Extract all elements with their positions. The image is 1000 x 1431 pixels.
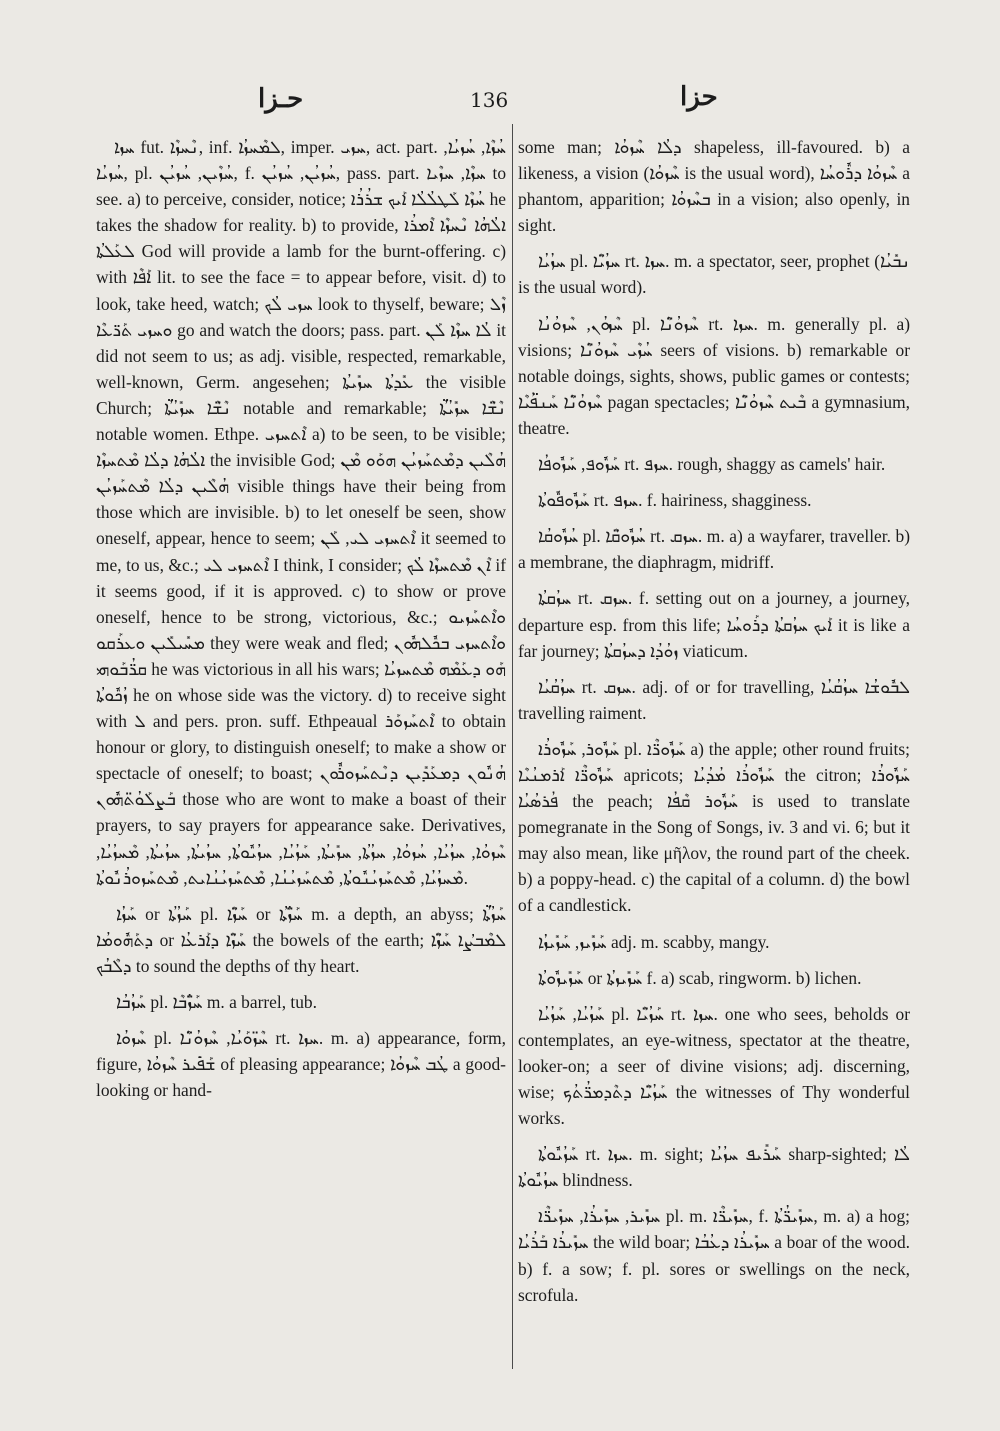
entry-hzira: ܚܙܺܝܪ, ܚܙܺܝܪܳܐ, ܚܙܺܝܪ̈ܶܐ pl. m. ܚܙܺܝܪ̈ܶܐ, f. ܚܙܺܝܪ̈ܳܬܳܐ, m. a) a hog; ܚܙܺܝܪܳܐ ܒܰܪܳܝܳܐ the wild boar; ܚܙܺܝܪܳܐ ܕܥܳܒܳܐ a boar of the wood. b) f. a sow; f. pl. sores or swellings on the neck, scrofula.: [518, 1206, 911, 1305]
right-column: [518, 134, 910, 1318]
entry-hzaya: ܚܙܳܝܳܐ pl. ܚܙܳܝ̈ܶܐ rt. ܚܙܐ. m. a spectator, seer, prophet (ܢܒܺܝܳܐ is the usual word).: [518, 251, 911, 298]
page-header: [0, 78, 1000, 118]
entry-hzaqaya: ܚܙܳܩܳܝܳܐ rt. ܚܙܩ. adj. of or for travelling, ܠܒܽܘܫܳܐ ܚܙܳܩܳܝܳܐ travelling raiment.: [518, 676, 910, 723]
entry-hazuqa: ܚܳܙܽܘܩܳܐ pl. ܚܳܙܽܘܩ̈ܶܐ rt. ܚܙܩ. m. a) a wayfarer, traveller. b) a membrane, the diaphragm, midriff.: [518, 526, 911, 573]
column-divider: [512, 124, 513, 1369]
entry-hezwa: ܚܶܙܘܳܐ pl. ܚܶܙ̈ܘܰܝܳܐ, ܚܶܙܘܳܢ̈ܶܐ rt. ܚܙܐ. m. a) appearance, form, figure, ܫܰܦܺܝܪ ܚܶܙܘܳܐ of pleasing appearance; ܛܳܒ ܚܶܙܘܳܐ a good-looking or hand-: [96, 1028, 507, 1101]
entry-hezwan: ܚܶܙܘܳܢ, ܚܶܙܘܳܢܳܐ pl. ܚܶܙܘܳܢ̈ܶܐ rt. ܚܙܐ. m. generally pl. a) visions; ܚܳܙܶܝ ܚܶܙܘܳܢ̈ܶܐ seers of visions. b) remarkable or notable doings, sights, shows, public games or contests; ܚܶܙܘܳܢ̈ܶܐ ܚܰܢܦ̈ܳܝܶܐ pagan spectacles; ܒܶܝܬ ܚܶܙܘܳܢ̈ܶܐ a gymnasium, theatre.: [518, 313, 911, 438]
running-head-left: حـﺰﺍ: [258, 84, 304, 113]
page-number: 136: [470, 88, 509, 112]
entry-hazur: ܚܰܙܽܘܪ, ܚܰܙܽܘܪܳܐ pl. ܚܰܙܽܘܪ̈ܶܐ a) the apple; other round fruits; ܚܰܙܽܘܪ̈ܶܐ ܐܰܪܡܢܳܝܶܐ apricots; ܚܰܙܽܘܪܳܐ ܡܳܕܳܝܳܐ the citron; ܚܰܙܽܘܪܳܐ ܦܳܪܣܳܝܳܐ the peach; ܚܰܙܽܘܪ ܩܶܦܳܐ is used to translate pomegranate in the Song of Songs, iv. 3 and vi. 6; but it may also mean, like μῆλον, the round part of the cheek. b) a poppy-head. c) the capital of a column. d) the bowl of a candlestick.: [518, 738, 910, 916]
entry-hazaya: ܚܰܙܳܝܳܐ, ܚܰܙܳܝܳܐ pl. ܚܰܙܳܝ̈ܶܐ rt. ܚܙܐ. one who sees, beholds or contemplates, an eye-witness, spectator at the theatre, looker-on; a seer of divine visions; adj. discerning, wise; ܚܰܙܳܝ̈ܶܐ ܕܬܶܕܡܪ̈ܳܬܳܟ the witnesses of Thy wonderful works.: [518, 1003, 911, 1129]
entry-hazayuta: ܚܰܙܳܝܽܘܬܳܐ rt. ܚܙܐ. m. sight; ܚܰܪܺܝܦ ܚܙܳܝܳܐ sharp-sighted; ܠܳܐ ܚܙܳܝܽܘܬܳܐ blindness.: [518, 1144, 910, 1191]
entry-hza: ܚܙܐ fut. ܢܶܚܙܶܐ, inf. ܠܡܶܚܙܳܐ, imper. ܚܙܝ, act. part. ܚܳܙܶܐ, ܚܳܙܝܳܐ, ܚܳܙܝܳܐ, pl. ܚܳܙܶܝܢ, ܚܳܙܝܳܢ, f. ܚܳܙܝܳܢ, ܚܳܙܝܳܢ, pass. part. ܚܙܶܐ, ܚܙܶܝܐ to see. a) to perceive, consider, notice; ܚܳܙܶܐ ܠܰܛܠܳܠܳܐ ܐܰܝܟ ܫܪܳܪܳܐ he takes the shadow for reality. b) to provide, ܐܠܳܗܳܐ ܢܶܚܙܶܐ ܐܶܡܪܳܐ ܠܥܰܠܬܳܐ God will provide a lamb for the burnt-offering. c) with ܐܰܦܶܐ lit. to see the face = to appear before, visit. d) to look, take heed, watch; ܚܙܝ ܠܳܟ look to thyself, beware; ܙܶܠ ܘܚܙܝ ܬܰܪ̈ܥܶܐ go and watch the doors; pass. part. ܠܳܐ ܚܙܶܐ ܠܰܢ it did not seem to us; as adj. visible, respected, remarkable, well-known, Germ. angesehen; ܥܺܕܬܳܐ ܚܙܺܝܬܳܐ the visible Church; ܢܶܫ̈ܶܐ ܚܙܺܝܳܬ̈ܳܐ notable and remarkable; ܢܶܫ̈ܶܐ ܚܙܺܝܳܬ̈ܳܐ notable women. Ethpe. ܐܶܬܚܙܝ a) to be seen, to be visible; ܐܠܳܗܳܐ ܕܠܳܐ ܡܶܬܚܙܶܐ the invisible God; ܗܳܠܶܝܢ ܕܡܶܬܚܰܙܝܳܢ ܗܘܰܘ ܡܶܢ ܗܳܠܶܝܢ ܕܠܳܐ ܡܶܬܚܰܙܝܳܢ visible things have their being from those which are invisible. b) to let oneself be seen, show oneself, appear, hence to seem; ܐܶܬܚܙܝ ܠܝ, ܠܰܢ it seemed to me, to us, &c.; ܐܶܬܚܙܝ ܠܝ I think, I consider; ܐܶܢ ܡܶܬܚܙܶܐ ܠܳܟ if it seems good, if it is approved. c) to show or prove oneself, hence to be strong, victorious, &c.; ܘܐܶܬܚܰܙܝܘ ܡܚܺܝܠܺܝܢ ܘܥܪܰܩܘ they were weak and fled; ܘܐܶܬܚܙܝ ܒܟܽܠܗܽܘܢ ܩܪ̈ܳܒܰܘܗܝ he was victorious in all his wars; ܗܰܘ ܕܥܰܡܶܗ ܡܶܬܚܙܝܳܐ ܙܳܟܽܘܬܳܐ he on whose side was the victory. d) to receive sight with ܠ and pers. pron. suff. Ethpeaual ܐܶܬܚܰܙܘܰܪ to obtain honour or glory, to distinguish oneself; to make a show or spectacle of oneself; to boast; ܗܳܢܽܘܢ ܕܡܥܰܕܺܝܢ ܕܢܶܬܚܰܙܘܪܽܘܢ ܒܰܨܠܰܘܳܬ̈ܗܽܘܢ those who are wont to make a boast of their prayers, to say prayers for appearance sake. Derivatives, ܚܶܙܘܳܐ, ܚܙܳܝܳܐ, ܚܳܙܘܳܐ, ܚܙܳܬܳܐ, ܚܙܺܝܬܳܐ, ܚܰܙܳܝܳܐ, ܚܙܳܝܽܘܬܳܐ, ܚܙܳܝܬܳܐ, ܚܙܳܝܬܳܐ, ܡܶܚܙܳܝܳܐ, ܡܶܚܙܳܝܳܐ, ܡܶܬܚܰܙܝܳܢܽܘܬܳܐ, ܡܶܬܚܰܙܝܳܢܳܐ, ܡܶܬܚܰܙܝܳܢܳܐܝܬ, ܡܶܬܚܰܙܘܪܳܢܽܘܬܳܐ.: [96, 137, 507, 888]
entry-hazaba: ܚܰܙܳܒܳܐ pl. ܚܰܙ̈ܳܒܶܐ m. a barrel, tub.: [116, 992, 317, 1012]
entry-hazta: ܚܰܙܳܐ or ܚܰܙܳܬܳܐ pl. ܚܰܙ̈ܶܐ or ܚܰܙ̈ܳܬܳܐ m. a depth, an abyss; ܚܰܙܳܬ̈ܳܐ ܕܬܰܗܽܘܡܳܐ or ܚܰܙ̈ܶܐ ܕܐܰܪܥܳܐ the bowels of the earth; ܠܡܶܒܨܳܐ ܚܰܙ̈ܶܐ ܕܠܶܒܳܟ to sound the depths of thy heart.: [96, 903, 507, 976]
entry-hazuf: ܚܰܙܽܘܦ, ܚܰܙܽܘܦܳܐ rt. ܚܙܦ. rough, shaggy as camels' hair.: [538, 454, 886, 475]
entry-hazizuta: ܚܰܙܺܝܙܽܘܬܳܐ or ܚܰܙܺܝܙܬܳܐ f. a) scab, ringworm. b) lichen.: [538, 967, 862, 988]
entry-hazufuta: ܚܰܙܽܘܦܽܘܬܳܐ rt. ܚܙܦ. f. hairiness, shagginess.: [538, 490, 812, 511]
running-head-right: ﺣﺰﺍ: [680, 82, 718, 111]
entry-hzaqta: ܚܙܳܩܬܳܐ rt. ܚܙܩ. f. setting out on a journey, a journey, departure esp. from this life; ܐܰܝܟ ܚܙܳܩܬܳܐ ܕܪܰܘܚܳܐ it is like a far journey; ܙܘܳܕܳܐ ܕܚܙܳܩܬܳܐ viaticum.: [518, 588, 910, 661]
left-column: [96, 134, 506, 1113]
entry-hezwa-continued: some man; ܕܠܳܐ ܚܶܙܘܳܐ shapeless, ill-favoured. b) a likeness, a vision (ܚܶܙܘܳܐ is the usual word), ܚܶܙܘܳܐ ܕܪܽܘܚܳܐ a phantom, apparition; ܒܚܶܙܘܳܐ in a vision; also openly, in sight.: [518, 137, 910, 236]
entry-haziz: ܚܰܙܺܝܙ, ܚܰܙܺܝܙܳܐ adj. m. scabby, mangy.: [538, 931, 770, 952]
